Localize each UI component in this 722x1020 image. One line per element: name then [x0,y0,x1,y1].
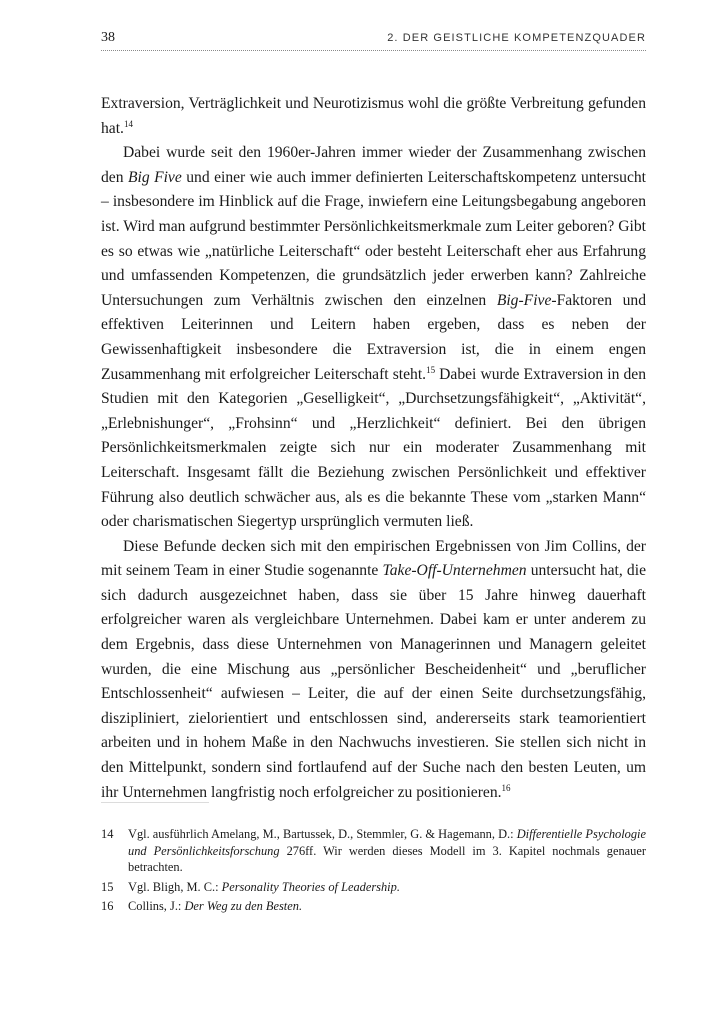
footnote-reference: 14 [123,118,133,129]
body-paragraph [101,535,646,806]
footnote [101,826,646,876]
running-head: 2. DER GEISTLICHE KOMPETENZQUADER [387,32,646,44]
page-header [101,28,646,51]
text-run: untersucht hat, die sich dadurch ausgezeichnet haben, dass sie über 15 Jahre hinweg dauerhaft erfolgreicher waren als vergleichbare Unternehmen. Dabei kam er unter anderem zu dem Ergebnis, dass diese Unternehmen von Managerinnen und Managern geleitet wurden, die eine Mischung aus „persönlicher Bescheidenheit“ und „beruflicher Entschlossenheit“ aufwiesen – Leiter, die auf der einen Seite durchsetzungsfähig, diszipliniert, zielorientiert und entschlossen sind, andererseits stark teamorientiert arbeiten und in hohem Maße in den Nachwuchs investieren. Sie stellen sich nicht in den Mittelpunkt, sondern sind fortlaufend auf der Suche nach den besten Leuten, um ihr Unternehmen langfristig noch erfolgreicher zu positionieren. [101,562,646,801]
footnote-reference: 16 [501,782,511,793]
italic-text: Differentielle Psychologie und Persönlichkeitsforschung [128,827,646,858]
italic-text: Personality Theories of Leadership. [221,879,400,894]
footnotes [101,826,646,918]
footnote-reference: 15 [426,364,436,375]
italic-text: Big-Five [496,291,552,309]
text-run: -Faktoren und effektiven Leiterinnen und Leitern haben ergeben, dass es neben der Gewissenhaftigkeit insbesondere die Extraversion ist, die in einem engen Zusammenhang mit erfolgreicher Leiterschaft steht. [101,291,646,383]
text-run: Vgl. Bligh, M. C.: [128,879,222,894]
footnote-number: 16 [101,899,114,914]
italic-text: Der Weg zu den Besten. [184,899,303,914]
page-number: 38 [101,30,115,45]
footnote [101,879,646,896]
text-run: Diese Befunde decken sich mit den empirischen Ergebnissen von Jim Collins, der mit seinem Team in einer Studie sogenannte [101,537,646,580]
text-run: 276ff. Wir werden dieses Modell im 3. Kapitel nochmals genauer betrachten. [128,843,647,875]
body-paragraph [101,141,646,535]
text-run: Collins, J.: [128,899,185,914]
italic-text: Big Five [127,168,182,186]
footnote-number: 15 [101,879,114,894]
footnote-number: 14 [101,827,114,841]
footnote [101,898,646,915]
text-run: Extraversion, Verträglichkeit und Neurotizismus wohl die größte Verbreitung gefunden hat. [101,95,646,137]
text-run: und einer wie auch immer definierten Leiterschaftskompetenz untersucht – insbesondere im Hinblick auf die Frage, inwiefern eine Leitungsbegabung angeboren ist. Wird man aufgrund bestimmter Persönlichkeitsmerkmale zum Leiter geboren? Gibt es so etwas wie „natürliche Leiterschaft“ oder besteht Leiterschaft eher aus Erfahrung und umfassenden Kompetenzen, die grundsätzlich jeder erwerben kann? Zahlreiche Untersuchungen zum Verhältnis zwischen den einzelnen [101,168,646,309]
body-text [101,92,646,805]
text-run: Dabei wurde seit den 1960er-Jahren immer wieder der Zusammenhang zwischen den [101,144,646,186]
italic-text: Take-Off-Unternehmen [382,562,527,580]
text-run: Vgl. ausführlich Amelang, M., Bartussek, D., Stemmler, G. & Hagemann, D.: [128,827,517,841]
text-run: Dabei wurde Extraversion in den Studien mit den Kategorien „Geselligkeit“, „Durchsetzungsfähigkeit“, „Aktivität“, „Erlebnishunger“, „Frohsinn“ und „Herzlichkeit“ definiert. Bei den übrigen Persönlichkeitsmerkmalen zeigte sich nur ein moderater Zusammenhang mit Leiterschaft. Insgesamt fällt die Beziehung zwischen Persönlichkeit und effektiver Führung also deutlich schwächer aus, als es die bekannte These vom „starken Mann“ oder charismatischen Siegertyp ursprünglich vermuten ließ. [101,365,647,531]
body-paragraph [101,92,646,141]
footnote-separator [101,802,209,803]
